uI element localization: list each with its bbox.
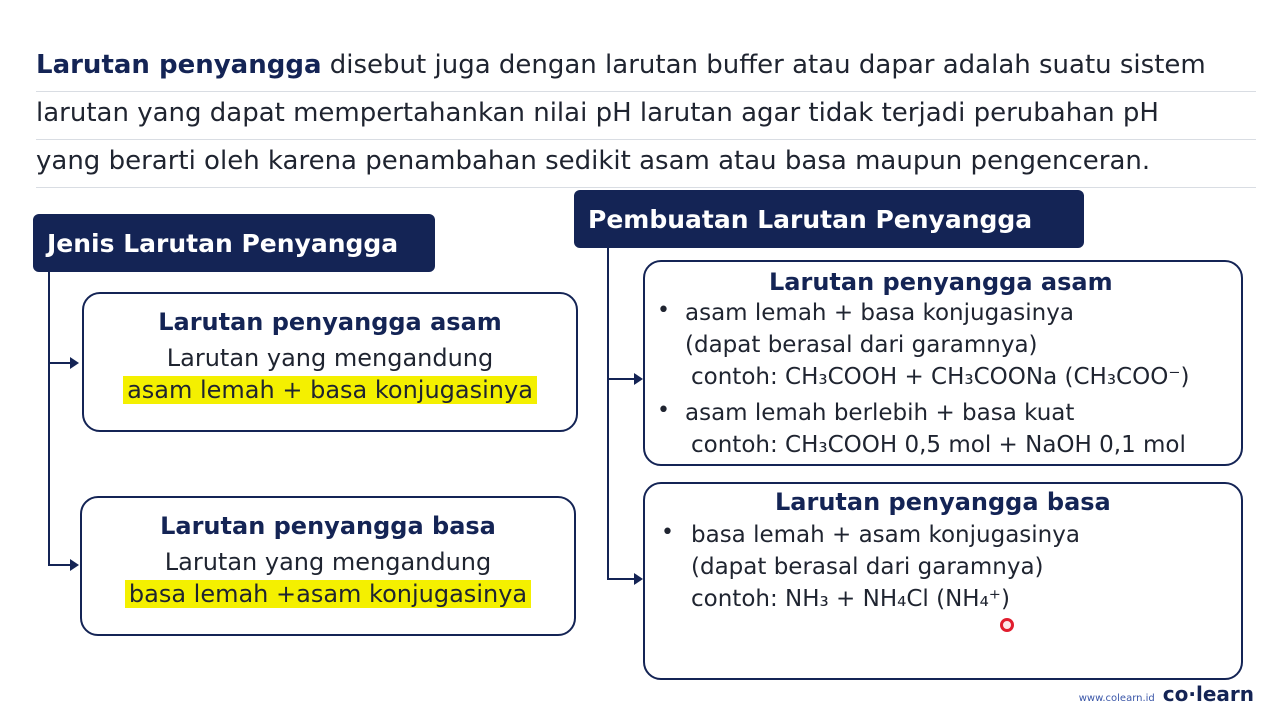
arrow-right-icon xyxy=(70,559,79,571)
pembuatan-basa-b1-line1: basa lemah + asam konjugasinya xyxy=(691,522,1080,548)
card-jenis-asam-line1: Larutan yang mengandung xyxy=(166,344,494,372)
arrow-right-icon xyxy=(70,357,79,369)
jenis-connector-basa xyxy=(48,564,70,566)
card-jenis-basa-line2-wrap xyxy=(82,578,574,610)
jenis-header xyxy=(33,214,435,272)
bullet-icon: • xyxy=(661,520,674,545)
card-jenis-asam xyxy=(82,292,578,432)
card-jenis-asam-line2-wrap xyxy=(84,374,576,406)
intro-bold-term: Larutan penyangga xyxy=(36,50,322,80)
card-jenis-asam-highlight: asam lemah + basa konjugasinya xyxy=(123,376,537,404)
pembuatan-basa-b1-line2: (dapat berasal dari garamnya) xyxy=(691,554,1044,580)
pembuatan-connector-basa xyxy=(607,578,635,580)
pembuatan-asam-b2-line2: contoh: CH₃COOH 0,5 mol + NaOH 0,1 mol xyxy=(691,432,1186,458)
intro-line-3: yang berarti oleh karena penambahan sedikit asam atau basa maupun pengenceran. xyxy=(36,140,1256,188)
card-pembuatan-basa-title: Larutan penyangga basa xyxy=(775,488,1111,516)
pembuatan-asam-b1-line2: (dapat berasal dari garamnya) xyxy=(685,332,1038,358)
colearn-logo: co·learn xyxy=(1162,682,1254,706)
jenis-connector-vertical xyxy=(48,272,50,566)
pembuatan-connector-asam xyxy=(607,378,635,380)
intro-line-1-text: disebut juga dengan larutan buffer atau dapar adalah suatu sistem xyxy=(321,50,1206,80)
pembuatan-asam-b2-line1: asam lemah berlebih + basa kuat xyxy=(685,400,1075,426)
intro-line-2: larutan yang dapat mempertahankan nilai pH larutan agar tidak terjadi perubahan pH xyxy=(36,92,1256,140)
intro-paragraph xyxy=(36,44,1256,188)
card-jenis-asam-title: Larutan penyangga asam xyxy=(158,308,502,336)
pembuatan-basa-b1-line3: contoh: NH₃ + NH₄Cl (NH₄⁺) xyxy=(691,586,1010,612)
arrow-right-icon xyxy=(634,373,643,385)
pembuatan-connector-vertical xyxy=(607,248,609,580)
card-pembuatan-basa xyxy=(643,482,1243,680)
card-pembuatan-asam xyxy=(643,260,1243,466)
jenis-connector-asam xyxy=(48,362,70,364)
pembuatan-asam-b1-line1: asam lemah + basa konjugasinya xyxy=(685,300,1074,326)
bullet-icon: • xyxy=(657,298,670,323)
intro-line-1 xyxy=(36,44,1256,92)
card-jenis-basa xyxy=(80,496,576,636)
jenis-header-label: Jenis Larutan Penyangga xyxy=(47,228,399,258)
pembuatan-header xyxy=(574,190,1084,248)
pembuatan-asam-b1-line3: contoh: CH₃COOH + CH₃COONa (CH₃COO⁻) xyxy=(691,364,1190,390)
footer-branding xyxy=(1079,682,1254,706)
card-jenis-basa-line1: Larutan yang mengandung xyxy=(164,548,492,576)
pointer-cursor-icon xyxy=(1000,618,1014,632)
arrow-right-icon xyxy=(634,573,643,585)
bullet-icon: • xyxy=(657,398,670,423)
footer-url[interactable]: www.colearn.id xyxy=(1078,693,1155,704)
card-pembuatan-asam-title: Larutan penyangga asam xyxy=(769,268,1113,296)
card-jenis-basa-title: Larutan penyangga basa xyxy=(160,512,496,540)
card-jenis-basa-highlight: basa lemah +asam konjugasinya xyxy=(125,580,531,608)
pembuatan-header-label: Pembuatan Larutan Penyangga xyxy=(588,204,1033,234)
